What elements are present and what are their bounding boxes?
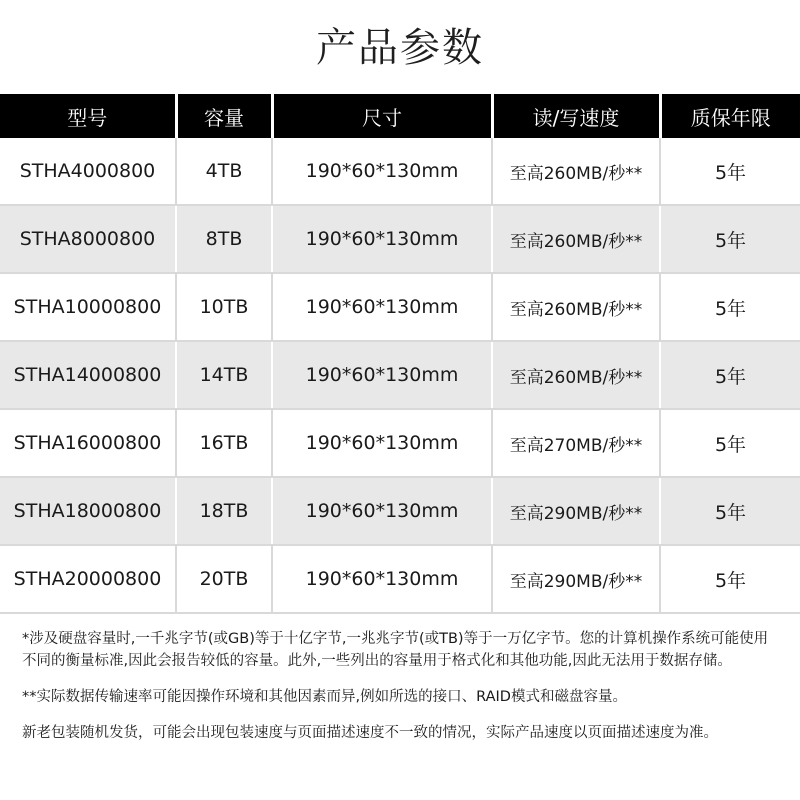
cell-speed: 至高270MB/秒** [492, 409, 660, 477]
table-row [0, 341, 800, 409]
speed-footnote: **实际数据传输速率可能因操作环境和其他因素而异,例如所选的接口、RAID模式和磁盘容量。 [22, 689, 627, 705]
cell-model: STHA8000800 [0, 205, 176, 273]
cell-speed: 至高260MB/秒** [492, 138, 660, 205]
cell-capacity: 18TB [176, 477, 272, 545]
cell-speed: 至高260MB/秒** [492, 341, 660, 409]
cell-size: 190*60*130mm [272, 341, 492, 409]
cell-size: 190*60*130mm [272, 545, 492, 613]
cell-speed: 至高260MB/秒** [492, 205, 660, 273]
cell-size: 190*60*130mm [272, 205, 492, 273]
cell-speed: 至高290MB/秒** [492, 545, 660, 613]
cell-capacity: 16TB [176, 409, 272, 477]
cell-model: STHA14000800 [0, 341, 176, 409]
page-title: 产品参数 [316, 25, 484, 71]
table-row [0, 273, 800, 341]
table-header-row [0, 94, 800, 138]
cell-model: STHA18000800 [0, 477, 176, 545]
table-row [0, 205, 800, 273]
cell-speed: 至高260MB/秒** [492, 273, 660, 341]
header-warranty: 质保年限 [660, 94, 800, 138]
table-row [0, 477, 800, 545]
header-size: 尺寸 [272, 94, 492, 138]
cell-capacity: 10TB [176, 273, 272, 341]
table-row [0, 138, 800, 205]
table-row [0, 545, 800, 613]
header-model: 型号 [0, 94, 176, 138]
cell-capacity: 14TB [176, 341, 272, 409]
cell-capacity: 4TB [176, 138, 272, 205]
footnotes [22, 628, 782, 758]
table-row [0, 409, 800, 477]
cell-model: STHA16000800 [0, 409, 176, 477]
cell-warranty: 5年 [660, 205, 800, 273]
header-capacity: 容量 [176, 94, 272, 138]
cell-size: 190*60*130mm [272, 477, 492, 545]
cell-warranty: 5年 [660, 138, 800, 205]
cell-warranty: 5年 [660, 341, 800, 409]
cell-speed: 至高290MB/秒** [492, 477, 660, 545]
cell-warranty: 5年 [660, 477, 800, 545]
packaging-footnote: 新老包装随机发货，可能会出现包装速度与页面描述速度不一致的情况，实际产品速度以页面描述速度为准。 [22, 725, 718, 741]
spec-table [0, 94, 800, 614]
cell-warranty: 5年 [660, 273, 800, 341]
cell-model: STHA4000800 [0, 138, 176, 205]
cell-model: STHA10000800 [0, 273, 176, 341]
cell-model: STHA20000800 [0, 545, 176, 613]
cell-size: 190*60*130mm [272, 409, 492, 477]
capacity-footnote: *涉及硬盘容量时,一千兆字节(或GB)等于十亿字节,一兆兆字节(或TB)等于一万亿字节。您的计算机操作系统可能使用不同的衡量标准,因此会报告较低的容量。此外,一些列出的容量用于格式化和其他功能,因此无法用于数据存储。 [22, 631, 769, 669]
cell-capacity: 20TB [176, 545, 272, 613]
cell-size: 190*60*130mm [272, 273, 492, 341]
cell-capacity: 8TB [176, 205, 272, 273]
cell-warranty: 5年 [660, 545, 800, 613]
cell-size: 190*60*130mm [272, 138, 492, 205]
cell-warranty: 5年 [660, 409, 800, 477]
header-speed: 读/写速度 [492, 94, 660, 138]
